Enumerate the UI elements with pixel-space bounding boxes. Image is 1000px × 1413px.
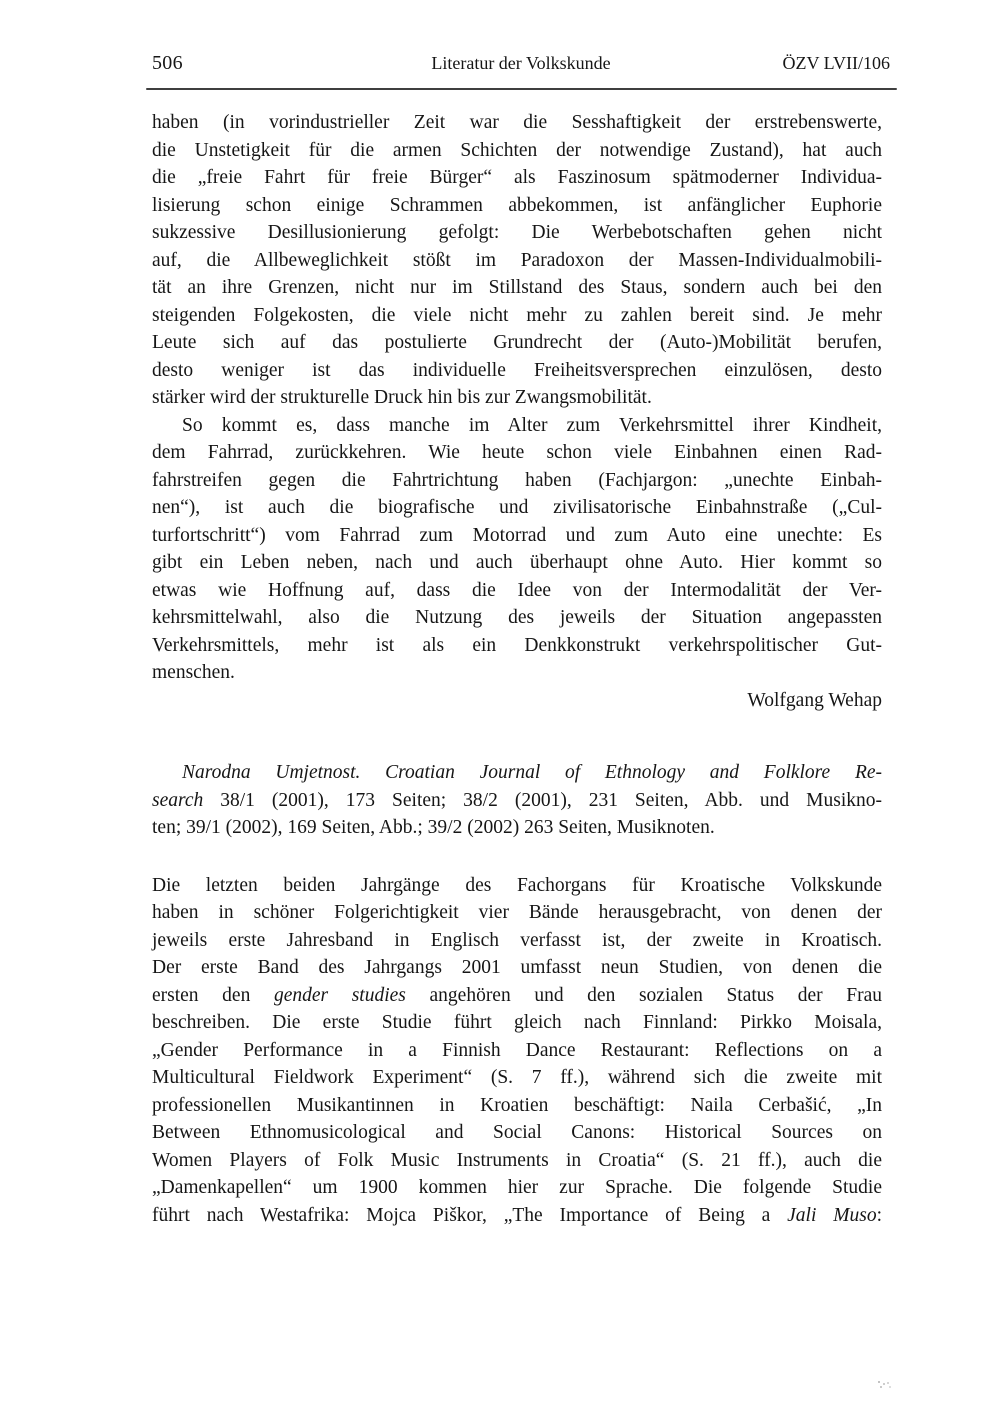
text-line: haben (in vorindustrieller Zeit war die Sesshaftigkeit der erstrebenswerte, [152, 112, 882, 133]
text-line: nen“), ist auch die biografische und zivilisatorische Einbahnstraße („Cul- [152, 497, 882, 518]
text-line: führt nach Westafrika: Mojca Piškor, „The Importance of Being a Jali Muso: [152, 1204, 882, 1226]
text-line: beschreiben. Die erste Studie führt gleich nach Finnland: Pirkko Moisala, [152, 1012, 882, 1033]
text-line: lisierung schon einige Schrammen abbekommen, ist anfänglicher Euphorie [152, 194, 882, 216]
text-line: die „freie Fahrt für freie Bürger“ als Faszinosum spätmoderner Individua- [152, 167, 882, 188]
text-line: desto weniger ist das individuelle Freiheitsversprechen einzulösen, desto [152, 359, 882, 381]
body-paragraph [152, 412, 882, 687]
text-line: dem Fahrrad, zurückkehren. Wie heute schon viele Einbahnen einen Rad- [152, 442, 882, 463]
page-body [152, 109, 882, 1229]
text-line: tät an ihre Grenzen, nicht nur im Stillstand des Staus, sondern auch bei den [152, 277, 882, 298]
continued-paragraph [152, 109, 882, 412]
review-heading [152, 759, 882, 842]
text-line: haben in schöner Folgerichtigkeit vier Bände herausgebracht, von denen der [152, 902, 882, 923]
text-line: fahrstreifen gegen die Fahrtrichtung haben (Fachjargon: „unechte Einbah- [152, 469, 882, 491]
text-line: Die letzten beiden Jahrgänge des Fachorgans für Kroatische Volkskunde [152, 874, 882, 896]
text-line: „Damenkapellen“ um 1900 kommen hier zur Sprache. Die folgende Studie [152, 1177, 882, 1198]
text-line: auf, die Allbeweglichkeit stößt im Paradoxon der Massen-Individualmobili- [152, 249, 882, 271]
text-line: Verkehrsmittels, mehr ist als ein Denkkonstrukt verkehrspolitischer Gut- [152, 634, 882, 656]
text-line: „Gender Performance in a Finnish Dance Restaurant: Reflections on a [152, 1039, 882, 1061]
text-line: professionellen Musikantinnen in Kroatien beschäftigt: Naila Cerbašić, „In [152, 1094, 882, 1116]
text-line: Women Players of Folk Music Instruments in Croatia“ (S. 21 ff.), auch die [152, 1149, 882, 1171]
text-line: Narodna Umjetnost. Croatian Journal of Ethnology and Folklore Re- [182, 762, 882, 783]
text-line: ten; 39/1 (2002), 169 Seiten, Abb.; 39/2 (2002) 263 Seiten, Musiknoten. [152, 817, 715, 838]
text-line: steigenden Folgekosten, die viele nicht mehr zu zahlen bereit sind. Je mehr [152, 304, 882, 326]
text-line: stärker wird der strukturelle Druck hin bis zur Zwangsmobilität. [152, 387, 652, 408]
text-line: jeweils erste Jahresband in Englisch verfasst ist, der zweite in Kroatisch. [152, 929, 882, 951]
text-line: Der erste Band des Jahrgangs 2001 umfasst neun Studien, von denen die [152, 957, 882, 978]
text-line: sukzessive Desillusionierung gefolgt: Die Werbebotschaften gehen nicht [152, 222, 882, 243]
text-line: Between Ethnomusicological and Social Canons: Historical Sources on [152, 1122, 882, 1143]
author-signature [152, 687, 882, 715]
scan-artifact [878, 1381, 880, 1383]
text-line: ersten den gender studies angehören und den sozialen Status der Frau [152, 984, 882, 1006]
text-line: Multicultural Fieldwork Experiment“ (S. 7 ff.), während sich die zweite mit [152, 1067, 882, 1088]
text-line: die Unstetigkeit für die armen Schichten der notwendige Zustand), hat auch [152, 139, 882, 161]
text-line: kehrsmittelwahl, also die Nutzung des jeweils der Situation angepassten [152, 607, 882, 628]
text-line: search 38/1 (2001), 173 Seiten; 38/2 (2001), 231 Seiten, Abb. und Musikno- [152, 789, 882, 811]
page-header [152, 52, 890, 75]
text-line: Leute sich auf das postulierte Grundrecht der (Auto-)Mobilität berufen, [152, 332, 882, 353]
running-title: Literatur der Volkskunde [431, 53, 611, 73]
header-rule [146, 88, 897, 90]
text-line: turfortschritt“) vom Fahrrad zum Motorrad und zum Auto eine unechte: Es [152, 524, 882, 546]
text-line: Wolfgang Wehap [747, 689, 882, 711]
text-line: menschen. [152, 662, 235, 683]
text-line: gibt ein Leben neben, nach und auch überhaupt ohne Auto. Hier kommt so [152, 552, 882, 573]
text-line: So kommt es, dass manche im Alter zum Verkehrsmittel ihrer Kindheit, [182, 414, 882, 436]
page-number: 506 [152, 52, 183, 74]
review-body-paragraph [152, 872, 882, 1230]
issue-label: ÖZV LVII/106 [782, 53, 890, 73]
text-line: etwas wie Hoffnung auf, dass die Idee von der Intermodalität der Ver- [152, 579, 882, 601]
